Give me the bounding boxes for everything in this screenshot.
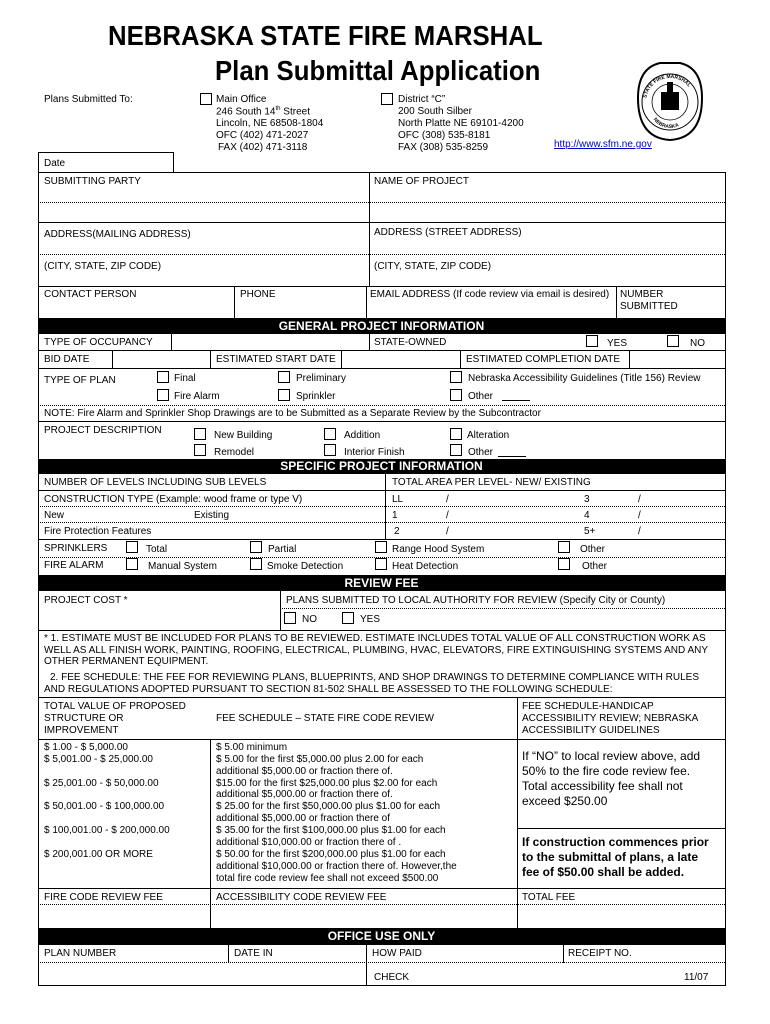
plans-submitted-to-label: Plans Submitted To: bbox=[44, 94, 133, 105]
range-4: $ 50,001.00 - $ 100,000.00 bbox=[44, 801, 165, 812]
range-1: $ 1.00 - $ 5,000.00 bbox=[44, 742, 128, 753]
estimate-note: * 1. ESTIMATE MUST BE INCLUDED FOR PLANS TO BE REVIEWED. ESTIMATE INCLUDES TOTAL VALUE OF ALL CONSTRUCTION WORK AS WELL AS ALL FINISH WORK, PAINTING, ROOFING, ELECTRICAL, PLUMBING, HVAC, ELEVATORS, FIRE EXTINGUISHING SYSTEMS AND ANY OTHER PERMANENT EQUIPMENT. bbox=[44, 633, 708, 667]
main-office-phone: OFC (402) 471-2027 bbox=[216, 130, 309, 141]
submitting-party-label: SUBMITTING PARTY bbox=[44, 176, 141, 187]
alteration-label: Alteration bbox=[467, 430, 510, 441]
level-4-slash: / bbox=[638, 510, 641, 521]
description-other-label: Other bbox=[468, 447, 494, 458]
district-street: 200 South Silber bbox=[398, 106, 472, 117]
total-fee-label: TOTAL FEE bbox=[522, 892, 576, 903]
range-6: $ 200,001.00 OR MORE bbox=[44, 849, 153, 860]
date-label: Date bbox=[44, 158, 66, 169]
access-note-2: 50% to the fire code review fee. bbox=[522, 764, 691, 778]
local-review-yes-label: YES bbox=[360, 614, 381, 625]
email-label: EMAIL ADDRESS (If code review via email is desired) bbox=[370, 289, 610, 300]
level-3-slash: / bbox=[638, 494, 641, 505]
level-2-slash: / bbox=[446, 526, 449, 537]
fire-alarm-label: Fire Alarm bbox=[174, 391, 220, 402]
smoke-detection-checkbox[interactable] bbox=[250, 558, 262, 570]
state-owned-yes-label: YES bbox=[607, 338, 628, 349]
fee-line-9: additional $10,000.00 or fraction there of . bbox=[216, 837, 402, 848]
how-paid-label: HOW PAID bbox=[372, 948, 422, 959]
level-3: 3 bbox=[584, 494, 590, 505]
smoke-detection-label: Smoke Detection bbox=[267, 561, 344, 572]
state-owned-no-label: NO bbox=[690, 338, 705, 349]
access-note-3: Total accessibility fee shall not bbox=[522, 779, 683, 793]
addition-label: Addition bbox=[344, 430, 381, 441]
plan-other-checkbox[interactable] bbox=[450, 389, 462, 401]
sprinkler-checkbox[interactable] bbox=[278, 389, 290, 401]
mailing-address-label: ADDRESS(MAILING ADDRESS) bbox=[44, 229, 191, 240]
sprinkler-total-checkbox[interactable] bbox=[126, 541, 138, 553]
fee-line-3: additional $5,000.00 or fraction there of. bbox=[216, 766, 393, 777]
level-1: 1 bbox=[392, 510, 398, 521]
fire-alarm-section-label: FIRE ALARM bbox=[44, 560, 104, 571]
level-ll-slash: / bbox=[446, 494, 449, 505]
fire-marshal-seal bbox=[630, 58, 710, 144]
sprinkler-other-checkbox[interactable] bbox=[558, 541, 570, 553]
page-title: NEBRASKA STATE FIRE MARSHAL bbox=[108, 20, 543, 51]
access-header-3: ACCESSIBILITY GUIDELINES bbox=[522, 725, 660, 736]
construction-existing-label: Existing bbox=[194, 510, 230, 521]
sprinkler-label: Sprinkler bbox=[296, 391, 336, 402]
fee-line-4: $15.00 for the first $25,000.00 plus $2.00 for each bbox=[216, 778, 438, 789]
main-office-city: Lincoln, NE 68508-1804 bbox=[216, 118, 324, 129]
sprinkler-partial-label: Partial bbox=[268, 544, 297, 555]
fee-line-7: additional $5,000.00 or fraction there of bbox=[216, 813, 391, 824]
website-link[interactable]: http://www.sfm.ne.gov bbox=[554, 139, 652, 150]
fee-line-2: $ 5.00 for the first $5,000.00 plus 2.00 for each bbox=[216, 754, 424, 765]
city-state-zip-1-label: (CITY, STATE, ZIP CODE) bbox=[44, 261, 162, 272]
fee-line-5: additional $5,000.00 or fraction there of. bbox=[216, 789, 393, 800]
form-revision: 11/07 bbox=[684, 972, 709, 983]
late-fee-note-2: to the submittal of plans, a late bbox=[522, 850, 699, 864]
value-header-1: TOTAL VALUE OF PROPOSED bbox=[44, 701, 186, 712]
receipt-no-label: RECEIPT NO. bbox=[568, 948, 632, 959]
number-submitted-label-1: NUMBER bbox=[620, 289, 664, 300]
interior-finish-label: Interior Finish bbox=[344, 447, 405, 458]
shop-drawings-note: NOTE: Fire Alarm and Sprinkler Shop Drawings are to be Submitted as a Separate Review by the Subcontractor bbox=[44, 408, 541, 419]
manual-system-label: Manual System bbox=[148, 561, 217, 572]
sprinkler-total-label: Total bbox=[146, 544, 168, 555]
access-header-2: ACCESSIBILITY REVIEW; NEBRASKA bbox=[522, 713, 699, 724]
range-5: $ 100,001.00 - $ 200,000.00 bbox=[44, 825, 170, 836]
date-in-label: DATE IN bbox=[234, 948, 273, 959]
preliminary-checkbox[interactable] bbox=[278, 371, 290, 383]
construction-new-label: New bbox=[44, 510, 65, 521]
level-1-slash: / bbox=[446, 510, 449, 521]
number-submitted-label-2: SUBMITTED bbox=[620, 301, 678, 312]
main-office-checkbox[interactable] bbox=[200, 93, 212, 105]
district-fax: FAX (308) 535-8259 bbox=[398, 142, 489, 153]
sprinkler-other-label: Other bbox=[580, 544, 606, 555]
fee-schedule-note: 2. FEE SCHEDULE: THE FEE FOR REVIEWING PLANS, BLUEPRINTS, AND SHOP DRAWINGS TO DETERMINE COMPLIANCE WITH RULES AND REGULATIONS ADOPTED PURSUANT TO SECTION 81-502 SHALL BE ASSESSED TO THE FOLLOWING SCHEDULE: bbox=[44, 672, 700, 695]
district-city: North Platte NE 69101-4200 bbox=[398, 118, 524, 129]
access-header-1: FEE SCHEDULE-HANDICAP bbox=[522, 701, 654, 712]
project-name-label: NAME OF PROJECT bbox=[374, 176, 470, 187]
level-4: 4 bbox=[584, 510, 590, 521]
fee-line-1: $ 5.00 minimum bbox=[216, 742, 288, 753]
office-use-header: OFFICE USE ONLY bbox=[38, 928, 725, 945]
main-office-name: Main Office bbox=[216, 94, 267, 105]
district-phone: OFC (308) 535-8181 bbox=[398, 130, 491, 141]
level-5plus: 5+ bbox=[584, 526, 596, 537]
nebraska-accessibility-checkbox[interactable] bbox=[450, 371, 462, 383]
seal-bottom-text: NEBRASKA bbox=[651, 116, 680, 131]
interior-finish-checkbox[interactable] bbox=[324, 444, 336, 456]
street-address-label: ADDRESS (STREET ADDRESS) bbox=[374, 227, 522, 238]
value-header-2: STRUCTURE OR bbox=[44, 713, 124, 724]
plan-other-label: Other bbox=[468, 391, 494, 402]
fire-alarm-other-label: Other bbox=[582, 561, 608, 572]
remodel-checkbox[interactable] bbox=[194, 444, 206, 456]
review-fee-header: REVIEW FEE bbox=[38, 575, 725, 591]
est-start-label: ESTIMATED START DATE bbox=[216, 354, 336, 365]
description-other-checkbox[interactable] bbox=[450, 444, 462, 456]
local-review-yes-checkbox[interactable] bbox=[342, 612, 354, 624]
construction-type-label: CONSTRUCTION TYPE (Example: wood frame or type V) bbox=[44, 494, 303, 505]
fire-alarm-other-checkbox[interactable] bbox=[558, 558, 570, 570]
fee-line-8: $ 35.00 for the first $100,000.00 plus $1.00 for each bbox=[216, 825, 446, 836]
state-owned-label: STATE-OWNED bbox=[374, 337, 447, 348]
main-office-fax: FAX (402) 471-3118 bbox=[218, 142, 308, 153]
levels-label: NUMBER OF LEVELS INCLUDING SUB LEVELS bbox=[44, 477, 267, 488]
new-building-checkbox[interactable] bbox=[194, 428, 206, 440]
range-2: $ 5,001.00 - $ 25,000.00 bbox=[44, 754, 153, 765]
alteration-checkbox[interactable] bbox=[450, 428, 462, 440]
level-5plus-slash: / bbox=[638, 526, 641, 537]
type-of-occupancy-label: TYPE OF OCCUPANCY bbox=[44, 337, 153, 348]
general-info-header: GENERAL PROJECT INFORMATION bbox=[38, 318, 725, 334]
fee-line-12: total fire code review fee shall not exceed $500.00 bbox=[216, 873, 439, 884]
sprinklers-label: SPRINKLERS bbox=[44, 543, 108, 554]
bid-date-label: BID DATE bbox=[44, 354, 90, 365]
heat-detection-checkbox[interactable] bbox=[375, 558, 387, 570]
main-office-street: 246 South 14th Street bbox=[216, 106, 310, 118]
new-building-label: New Building bbox=[214, 430, 273, 441]
specific-info-header: SPECIFIC PROJECT INFORMATION bbox=[38, 459, 725, 474]
page-subtitle: Plan Submittal Application bbox=[215, 55, 541, 86]
fire-protection-label: Fire Protection Features bbox=[44, 526, 152, 537]
manual-system-checkbox[interactable] bbox=[126, 558, 138, 570]
accessibility-review-fee-label: ACCESSIBILITY CODE REVIEW FEE bbox=[216, 892, 387, 903]
fire-code-review-fee-label: FIRE CODE REVIEW FEE bbox=[44, 892, 163, 903]
project-cost-label: PROJECT COST * bbox=[44, 595, 128, 606]
access-note-4: exceed $250.00 bbox=[522, 794, 608, 808]
fire-alarm-checkbox[interactable] bbox=[157, 389, 169, 401]
late-fee-note-3: fee of $50.00 shall be added. bbox=[522, 865, 685, 879]
final-label: Final bbox=[174, 373, 196, 384]
sprinkler-partial-checkbox[interactable] bbox=[250, 541, 262, 553]
fee-line-11: additional $10,000.00 or fraction there of. However,the bbox=[216, 861, 457, 872]
total-area-label: TOTAL AREA PER LEVEL- NEW/ EXISTING bbox=[392, 477, 591, 488]
late-fee-note-1: If construction commences prior bbox=[522, 835, 709, 849]
range-hood-label: Range Hood System bbox=[392, 544, 485, 555]
local-review-no-label: NO bbox=[302, 614, 317, 625]
heat-detection-label: Heat Detection bbox=[392, 561, 459, 572]
remodel-label: Remodel bbox=[214, 447, 255, 458]
city-state-zip-2-label: (CITY, STATE, ZIP CODE) bbox=[374, 261, 492, 272]
final-checkbox[interactable] bbox=[157, 371, 169, 383]
local-review-no-checkbox[interactable] bbox=[284, 612, 296, 624]
range-hood-checkbox[interactable] bbox=[375, 541, 387, 553]
district-c-checkbox[interactable] bbox=[381, 93, 393, 105]
level-2: 2 bbox=[394, 526, 400, 537]
fire-code-fee-header: FEE SCHEDULE – STATE FIRE CODE REVIEW bbox=[216, 713, 434, 724]
nebraska-accessibility-label: Nebraska Accessibility Guidelines (Title 156) Review bbox=[468, 373, 701, 384]
range-3: $ 25,001.00 - $ 50,000.00 bbox=[44, 778, 159, 789]
district-name: District “C” bbox=[398, 94, 446, 105]
preliminary-label: Preliminary bbox=[296, 373, 347, 384]
contact-person-label: CONTACT PERSON bbox=[44, 289, 137, 300]
plan-number-label: PLAN NUMBER bbox=[44, 948, 117, 959]
est-completion-label: ESTIMATED COMPLETION DATE bbox=[466, 354, 621, 365]
check-label: CHECK bbox=[374, 972, 410, 983]
access-note-1: If “NO” to local review above, add bbox=[522, 749, 701, 763]
type-of-plan-label: TYPE OF PLAN bbox=[44, 375, 116, 386]
plans-local-authority-label: PLANS SUBMITTED TO LOCAL AUTHORITY FOR REVIEW (Specify City or County) bbox=[286, 595, 666, 606]
level-ll: LL bbox=[392, 494, 404, 505]
seal-top-text: STATE FIRE MARSHAL bbox=[642, 73, 692, 99]
value-header-3: IMPROVEMENT bbox=[44, 725, 119, 736]
project-description-label: PROJECT DESCRIPTION bbox=[44, 425, 162, 436]
fee-line-10: $ 50.00 for the first $200,000.00 plus $1.00 for each bbox=[216, 849, 446, 860]
state-owned-yes-checkbox[interactable] bbox=[586, 335, 598, 347]
fee-line-6: $ 25.00 for the first $50,000.00 plus $1.00 for each bbox=[216, 801, 441, 812]
addition-checkbox[interactable] bbox=[324, 428, 336, 440]
phone-label: PHONE bbox=[240, 289, 276, 300]
state-owned-no-checkbox[interactable] bbox=[667, 335, 679, 347]
